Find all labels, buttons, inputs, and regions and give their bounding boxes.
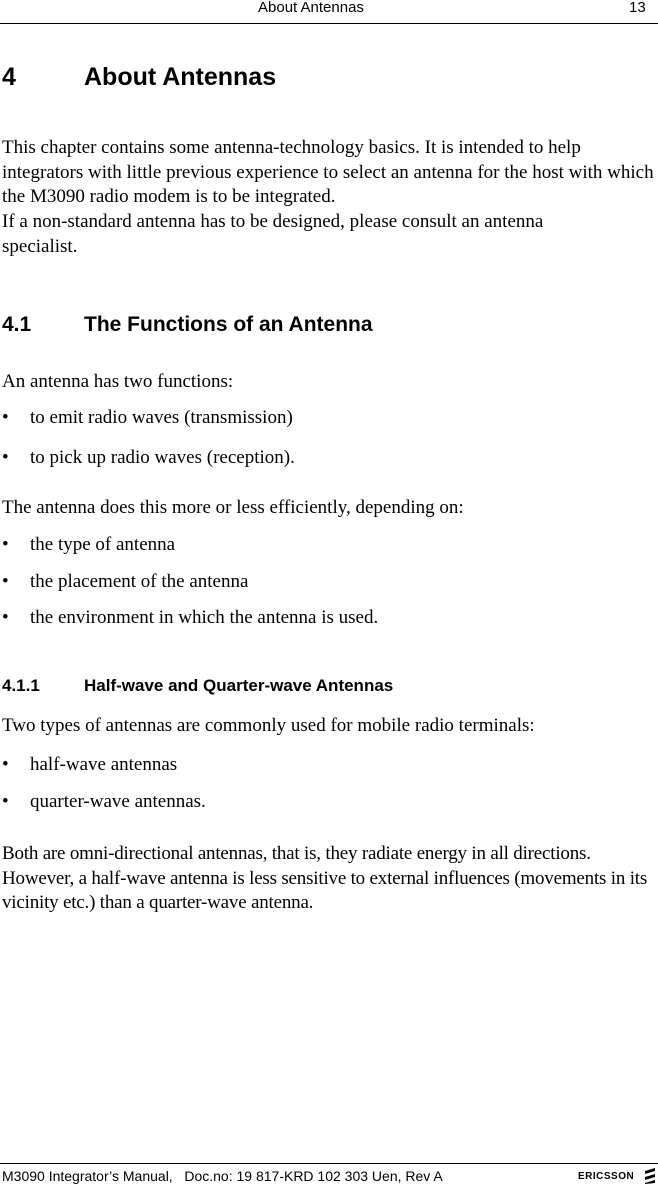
bullet-icon: • [2, 571, 9, 592]
subsection-number: 4.1.1 [2, 676, 40, 695]
subsection-heading-4-1-1 [2, 674, 393, 698]
chapter-title: About Antennas [84, 63, 277, 91]
intro-paragraph: This chapter contains some antenna-technology basics. It is intended to help integrators with little previous experience to select an antenna for the host with which the M3090 radio modem is to be integrated. [2, 137, 654, 207]
conclusion-paragraph: Both are omni-directional antennas, that is, they radiate energy in all directions. However, a half-wave antenna is less sensitive to external influences (movements in its vicinity etc.) than a quarter-wave antenna. [2, 843, 648, 913]
bullet-icon: • [2, 447, 9, 468]
chapter-heading [2, 61, 276, 93]
efficiency-lead: The antenna does this more or less efficiently, depending on: [2, 497, 464, 518]
intro-paragraph-2: If a non-standard antenna has to be designed, please consult an antenna specialist. [2, 211, 544, 257]
footer-document-info: M3090 Integrator’s Manual, Doc.no: 19 817-KRD 102 303 Uen, Rev A [2, 1168, 443, 1184]
list-item: • the placement of the antenna [2, 571, 249, 592]
page-number: 13 [629, 0, 646, 16]
header-rule [0, 23, 658, 24]
ericsson-logo: ERICSSON [578, 1171, 635, 1182]
bullet-icon: • [2, 534, 9, 555]
bullet-icon: • [2, 791, 9, 812]
list-item: • to emit radio waves (transmission) [2, 407, 293, 428]
running-header-title: About Antennas [258, 0, 364, 16]
types-lead: Two types of antennas are commonly used for mobile radio terminals: [2, 715, 535, 736]
footer-rule [0, 1163, 658, 1164]
section-heading-4-1 [2, 311, 373, 339]
functions-lead: An antenna has two functions: [2, 371, 234, 392]
list-item: • the type of antenna [2, 534, 176, 555]
list-item: • the environment in which the antenna is used. [2, 607, 379, 628]
list-item: • quarter-wave antennas. [2, 791, 206, 812]
bullet-icon: • [2, 607, 9, 628]
section-title: The Functions of an Antenna [84, 313, 373, 336]
chapter-number: 4 [2, 63, 16, 91]
subsection-title: Half-wave and Quarter-wave Antennas [84, 676, 394, 695]
list-item: • to pick up radio waves (reception). [2, 447, 295, 468]
ericsson-logo-icon [643, 1167, 657, 1184]
section-number: 4.1 [2, 313, 32, 336]
bullet-icon: • [2, 754, 9, 775]
bullet-icon: • [2, 407, 9, 428]
list-item: • half-wave antennas [2, 754, 178, 775]
